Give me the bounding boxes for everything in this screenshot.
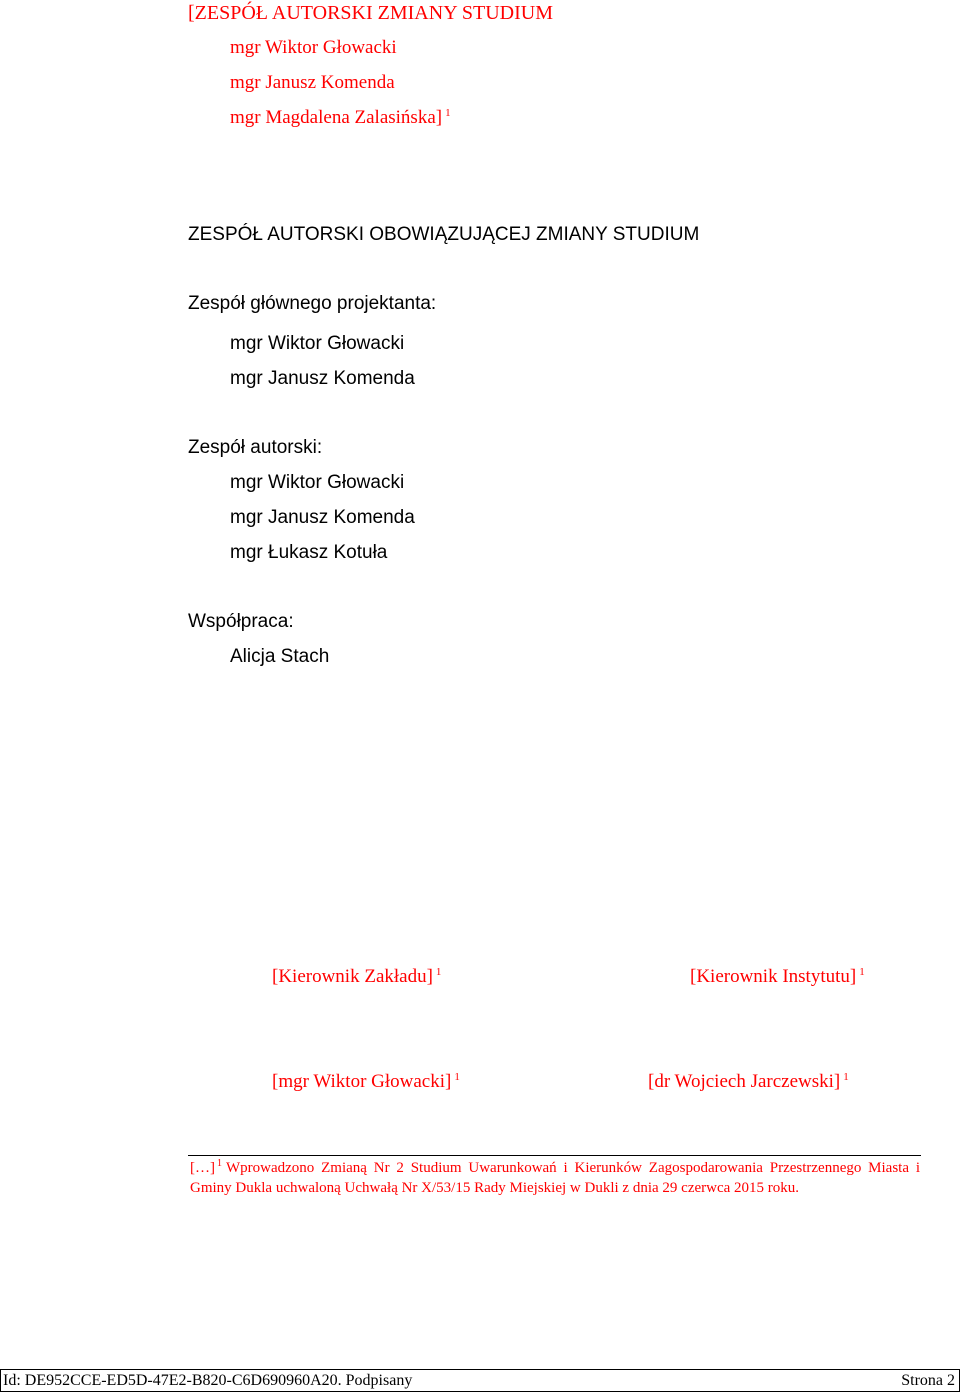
document-id: Id: DE952CCE-ED5D-47E2-B820-C6D690960A20. Podpisany xyxy=(3,1372,413,1389)
footnote-ref: 1 xyxy=(217,1158,222,1169)
authors-member: mgr Wiktor Głowacki xyxy=(230,472,405,493)
document-footer xyxy=(0,1369,960,1392)
signature-right-role-text: [Kierownik Instytutu] xyxy=(690,966,857,987)
footnote-ref: 1 xyxy=(445,106,451,119)
signature-right-name xyxy=(648,1071,849,1093)
footnote-text: Wprowadzono Zmianą Nr 2 Studium Uwarunkowań i Kierunków Zagospodarowania Przestrzennego Miasta i Gminy Dukla uchwaloną Uchwałą Nr X/53/15 Rady Miejskiej w Dukli z dnia 29 czerwca 2015 roku. xyxy=(190,1160,920,1196)
footnote-ref: 1 xyxy=(859,965,865,978)
signature-right-role xyxy=(690,966,865,988)
authors-label: Zespół autorski: xyxy=(188,437,323,458)
authors-member: mgr Łukasz Kotuła xyxy=(230,542,388,563)
cooperation-member: Alicja Stach xyxy=(230,646,330,667)
signature-left-role-text: [Kierownik Zakładu] xyxy=(272,966,433,987)
cooperation-label: Współpraca: xyxy=(188,611,294,632)
page-number: Strona 2 xyxy=(901,1372,955,1389)
signature-left-name xyxy=(272,1071,460,1093)
amended-team-member xyxy=(230,107,451,129)
signature-left-name-text: [mgr Wiktor Głowacki] xyxy=(272,1071,452,1092)
chief-designer-member: mgr Wiktor Głowacki xyxy=(230,333,405,354)
chief-designer-label: Zespół głównego projektanta: xyxy=(188,293,437,314)
footnote-ref: 1 xyxy=(454,1070,460,1083)
footnote-ref: 1 xyxy=(843,1070,849,1083)
signature-left-role xyxy=(272,966,441,988)
authors-member: mgr Janusz Komenda xyxy=(230,507,415,528)
signature-right-name-text: [dr Wojciech Jarczewski] xyxy=(648,1071,841,1092)
chief-designer-member: mgr Janusz Komenda xyxy=(230,368,415,389)
footnote-ref: 1 xyxy=(435,965,442,978)
amended-team-member: mgr Wiktor Głowacki xyxy=(230,37,397,58)
amended-team-member-name: mgr Magdalena Zalasińska] xyxy=(230,107,443,128)
footnote-marker: […] xyxy=(190,1160,215,1176)
footnote-separator xyxy=(188,1155,921,1156)
amended-team-heading: [ZESPÓŁ AUTORSKI ZMIANY STUDIUM xyxy=(188,2,554,24)
amended-team-member: mgr Janusz Komenda xyxy=(230,72,395,93)
footnote xyxy=(190,1158,920,1198)
current-team-heading: ZESPÓŁ AUTORSKI OBOWIĄZUJĄCEJ ZMIANY STUDIUM xyxy=(188,224,700,245)
